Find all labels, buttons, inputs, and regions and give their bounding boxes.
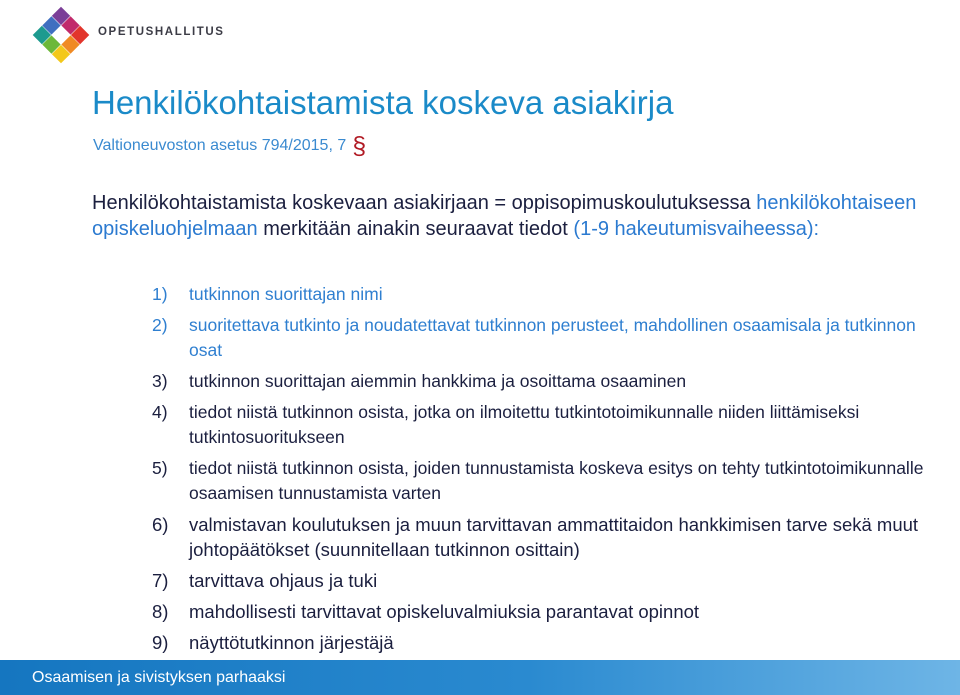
list-item-number: 3) xyxy=(152,371,168,391)
intro-part-3: merkitään ainakin seuraavat tiedot xyxy=(257,218,574,240)
list-item xyxy=(152,599,942,624)
list-item-number: 2) xyxy=(152,315,168,335)
list-item-number: 1) xyxy=(152,284,168,304)
footer-bar xyxy=(0,660,960,695)
list-item-number: 8) xyxy=(152,601,169,622)
section-sign: § xyxy=(352,132,367,160)
list-item-text: tarvittava ohjaus ja tuki xyxy=(189,570,378,591)
list-item-text: tiedot niistä tutkinnon osista, joiden tunnustamista koskeva esitys on tehty tutkintotoimikunnalle osaamisen tunnustamista varten xyxy=(189,458,924,503)
intro-paragraph xyxy=(92,190,922,242)
brand-name: OPETUSHALLITUS xyxy=(98,26,225,38)
list-item xyxy=(152,282,942,307)
list-item-number: 5) xyxy=(152,458,168,478)
requirements-list xyxy=(152,282,942,661)
list-item xyxy=(152,630,942,655)
opetushallitus-logo-icon xyxy=(30,6,92,64)
list-item-number: 4) xyxy=(152,402,168,422)
slide-title: Henkilökohtaistamista koskeva asiakirja xyxy=(92,84,674,121)
intro-part-4: (1-9 hakeutumisvaiheessa): xyxy=(573,218,820,240)
list-item xyxy=(152,512,942,562)
list-item-text: näyttötutkinnon järjestäjä xyxy=(189,632,394,653)
list-item-text: tutkinnon suorittajan aiemmin hankkima ja osoittama osaaminen xyxy=(189,371,687,391)
intro-part-1: Henkilökohtaistamista koskevaan asiakirjaan = oppisopimuskoulutuksessa xyxy=(92,192,751,214)
list-item-number: 7) xyxy=(152,570,169,591)
list-item-text: suoritettava tutkinto ja noudatettavat tutkinnon perusteet, mahdollinen osaamisala ja tutkinnon osat xyxy=(189,315,916,360)
footer-slogan: Osaamisen ja sivistyksen parhaaksi xyxy=(32,669,286,686)
list-item-number: 6) xyxy=(152,514,169,535)
subtitle-text: Valtioneuvoston asetus 794/2015, 7 xyxy=(93,137,347,154)
list-item xyxy=(152,456,942,506)
intro-part-2: henkilökohtaiseen opiskeluohjelmaan xyxy=(92,192,917,240)
slide-subtitle xyxy=(93,128,367,160)
list-item-text: tiedot niistä tutkinnon osista, jotka on ilmoitettu tutkintotoimikunnalle niiden liittämiseksi tutkintosuoritukseen xyxy=(189,402,860,447)
list-item-text: tutkinnon suorittajan nimi xyxy=(189,284,383,304)
list-item xyxy=(152,313,942,363)
list-item-text: valmistavan koulutuksen ja muun tarvittavan ammattitaidon hankkimisen tarve sekä muut johtopäätökset (suunnitellaan tutkinnon osittain) xyxy=(189,514,919,560)
list-item-number: 9) xyxy=(152,632,169,653)
list-item xyxy=(152,568,942,593)
list-item xyxy=(152,369,942,394)
list-item xyxy=(152,400,942,450)
list-item-text: mahdollisesti tarvittavat opiskeluvalmiuksia parantavat opinnot xyxy=(189,601,700,622)
